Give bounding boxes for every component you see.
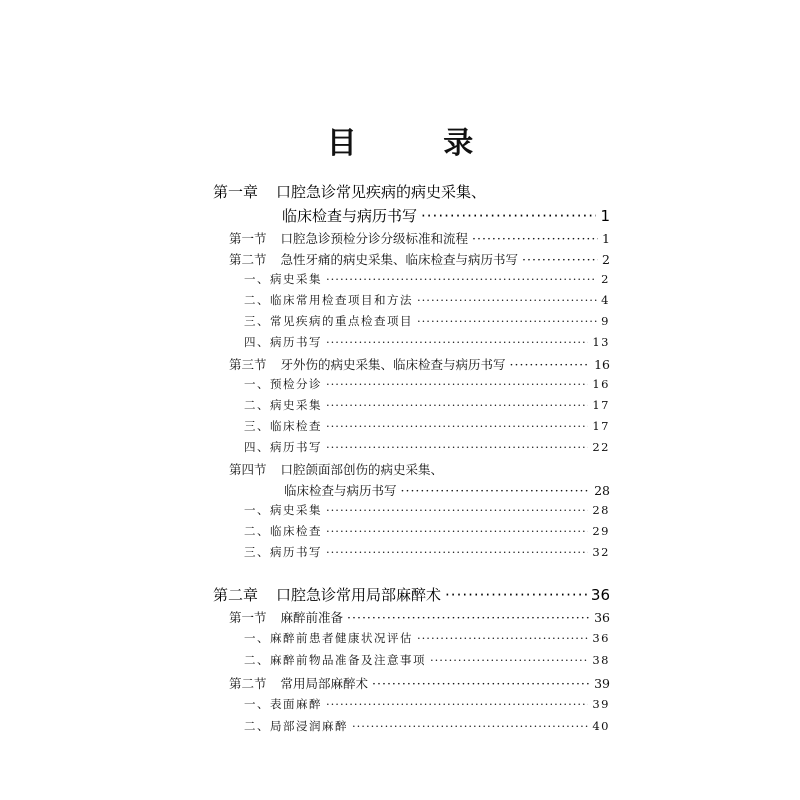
item-label: 一、病史采集 <box>244 272 322 286</box>
page-title: 目 录 <box>326 126 512 161</box>
section-number: 第三节 <box>229 357 267 372</box>
chapter-1-heading <box>213 181 486 202</box>
chapter-title: 口腔急诊常用局部麻醉术 <box>276 586 442 604</box>
toc-item[interactable] <box>244 418 610 434</box>
page-number: 32 <box>592 545 610 559</box>
leader-dots <box>417 631 588 645</box>
page-number: 40 <box>592 719 610 733</box>
item-label: 一、预检分诊 <box>244 377 322 391</box>
toc-section[interactable] <box>229 355 610 373</box>
toc-item[interactable] <box>244 718 610 734</box>
chapter-number: 第二章 <box>213 586 259 604</box>
section-number: 第一节 <box>229 610 267 625</box>
leader-dots <box>472 231 598 246</box>
section-title: 口腔急诊预检分诊分级标准和流程 <box>280 231 469 246</box>
leader-dots <box>326 335 588 349</box>
toc-item[interactable] <box>244 439 610 455</box>
leader-dots <box>445 586 587 604</box>
page-number: 28 <box>592 503 610 517</box>
toc-section[interactable] <box>229 674 610 692</box>
section-number: 第二节 <box>229 252 267 267</box>
page-number: 17 <box>592 398 610 412</box>
toc-item[interactable] <box>244 376 610 392</box>
toc-section[interactable] <box>284 481 610 499</box>
chapter-number: 第一章 <box>213 183 259 201</box>
leader-dots <box>372 676 590 691</box>
toc-section[interactable] <box>229 608 610 626</box>
section-title: 常用局部麻醉术 <box>280 676 369 691</box>
leader-dots <box>347 610 590 625</box>
leader-dots <box>510 357 591 372</box>
page-number: 36 <box>594 610 610 625</box>
chapter-2-entry[interactable] <box>213 584 610 605</box>
item-label: 四、病历书写 <box>244 440 322 454</box>
page-number: 13 <box>592 335 610 349</box>
page-number: 28 <box>594 483 610 498</box>
leader-dots <box>522 252 598 267</box>
section-title: 急性牙痛的病史采集、临床检查与病历书写 <box>280 252 519 267</box>
leader-dots <box>326 440 588 454</box>
section-title-line2: 临床检查与病历书写 <box>284 483 397 498</box>
leader-dots <box>326 524 588 538</box>
leader-dots <box>326 697 588 711</box>
page-number: 16 <box>592 377 610 391</box>
item-label: 二、局部浸润麻醉 <box>244 719 348 733</box>
toc-item[interactable] <box>244 652 610 668</box>
toc-item[interactable] <box>244 292 610 308</box>
leader-dots <box>326 545 588 559</box>
leader-dots <box>417 314 597 328</box>
page-number: 38 <box>592 653 610 667</box>
toc-section-heading <box>229 460 443 478</box>
toc-item[interactable] <box>244 544 610 560</box>
page-number: 39 <box>592 697 610 711</box>
page-number: 36 <box>592 631 610 645</box>
toc-item[interactable] <box>244 397 610 413</box>
item-label: 二、麻醉前物品准备及注意事项 <box>244 653 426 667</box>
item-label: 一、麻醉前患者健康状况评估 <box>244 631 413 645</box>
item-label: 四、病历书写 <box>244 335 322 349</box>
page-number: 4 <box>601 293 610 307</box>
item-label: 一、病史采集 <box>244 503 322 517</box>
toc-item[interactable] <box>244 502 610 518</box>
toc-item[interactable] <box>244 313 610 329</box>
page-number: 17 <box>592 419 610 433</box>
toc-item[interactable] <box>244 523 610 539</box>
leader-dots <box>326 503 588 517</box>
leader-dots <box>326 377 588 391</box>
toc-section[interactable] <box>229 229 610 247</box>
page-number: 1 <box>602 231 610 246</box>
chapter-1-entry[interactable] <box>282 205 610 226</box>
item-label: 三、临床检查 <box>244 419 322 433</box>
page-number: 39 <box>594 676 610 691</box>
page-number: 29 <box>592 524 610 538</box>
section-title: 麻醉前准备 <box>280 610 344 625</box>
section-number: 第四节 <box>229 462 267 477</box>
item-label: 三、病历书写 <box>244 545 322 559</box>
page-number: 2 <box>601 272 610 286</box>
page-number: 1 <box>600 207 610 225</box>
leader-dots <box>326 398 588 412</box>
page-number: 2 <box>602 252 610 267</box>
chapter-title-line2: 临床检查与病历书写 <box>282 207 418 225</box>
section-number: 第一节 <box>229 231 267 246</box>
toc-item[interactable] <box>244 630 610 646</box>
leader-dots <box>401 483 591 498</box>
item-label: 一、表面麻醉 <box>244 697 322 711</box>
page-number: 36 <box>590 586 610 604</box>
item-label: 二、临床检查 <box>244 524 322 538</box>
leader-dots <box>326 272 597 286</box>
item-label: 二、临床常用检查项目和方法 <box>244 293 413 307</box>
leader-dots <box>326 419 588 433</box>
section-number: 第二节 <box>229 676 267 691</box>
page-number: 22 <box>592 440 610 454</box>
page-number: 9 <box>601 314 610 328</box>
chapter-title-line1: 口腔急诊常见疾病的病史采集、 <box>276 183 487 201</box>
section-title-line1: 口腔颌面部创伤的病史采集、 <box>280 462 444 477</box>
leader-dots <box>352 719 588 733</box>
leader-dots <box>417 293 597 307</box>
toc-item[interactable] <box>244 271 610 287</box>
toc-item[interactable] <box>244 334 610 350</box>
leader-dots <box>421 207 596 225</box>
page-number: 16 <box>594 357 610 372</box>
item-label: 二、病史采集 <box>244 398 322 412</box>
section-title: 牙外伤的病史采集、临床检查与病历书写 <box>280 357 506 372</box>
leader-dots <box>430 653 588 667</box>
toc-section[interactable] <box>229 250 610 268</box>
toc-item[interactable] <box>244 696 610 712</box>
item-label: 三、常见疾病的重点检查项目 <box>244 314 413 328</box>
